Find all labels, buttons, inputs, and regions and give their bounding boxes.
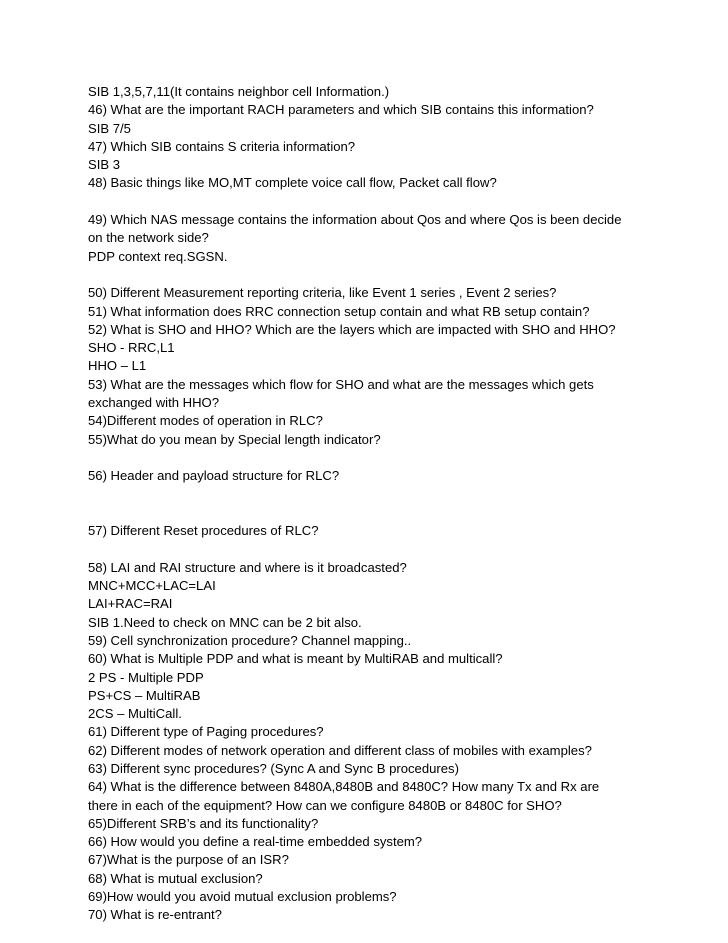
text-line: 64) What is the difference between 8480A,8480B and 8480C? How many Tx and Rx are bbox=[88, 779, 600, 795]
text-line: SIB 7/5 bbox=[88, 120, 131, 136]
text-line: MNC+MCC+LAC=LAI bbox=[88, 578, 216, 594]
text-line: 52) What is SHO and HHO? Which are the layers which are impacted with SHO and HHO? bbox=[88, 321, 616, 337]
text-line: 48) Basic things like MO,MT complete voice call flow, Packet call flow? bbox=[88, 175, 497, 191]
text-line: on the network side? bbox=[88, 230, 209, 246]
text-line: 49) Which NAS message contains the information about Qos and where Qos is been decide bbox=[88, 212, 622, 228]
blank-line bbox=[88, 504, 708, 522]
blank-line bbox=[88, 193, 708, 211]
text-line: 51) What information does RRC connection setup contain and what RB setup contain? bbox=[88, 303, 590, 319]
text-line: 2CS – MultiCall. bbox=[88, 706, 182, 722]
text-line: 66) How would you define a real-time embedded system? bbox=[88, 834, 423, 850]
text-line: 56) Header and payload structure for RLC? bbox=[88, 468, 340, 484]
text-line: 62) Different modes of network operation and different class of mobiles with examples? bbox=[88, 742, 592, 758]
text-line: 65)Different SRB’s and its functionality? bbox=[88, 815, 319, 831]
text-line: SIB 1,3,5,7,11(It contains neighbor cell Information.) bbox=[88, 84, 390, 99]
text-line: 46) What are the important RACH parameters and which SIB contains this information? bbox=[88, 102, 594, 118]
text-line: PDP context req.SGSN. bbox=[88, 248, 228, 264]
text-line: SIB 3 bbox=[88, 157, 121, 173]
text-line: 63) Different sync procedures? (Sync A and Sync B procedures) bbox=[88, 760, 459, 776]
text-line: 61) Different type of Paging procedures? bbox=[88, 724, 324, 740]
text-line: 53) What are the messages which flow for SHO and what are the messages which gets bbox=[88, 376, 594, 392]
text-line: 58) LAI and RAI structure and where is it broadcasted? bbox=[88, 559, 407, 575]
text-line: 70) What is re-entrant? bbox=[88, 907, 222, 923]
text-line: SHO - RRC,L1 bbox=[88, 340, 175, 356]
blank-line bbox=[88, 449, 708, 467]
text-line: 2 PS - Multiple PDP bbox=[88, 669, 204, 685]
text-line: PS+CS – MultiRAB bbox=[88, 687, 201, 703]
text-line: 69)How would you avoid mutual exclusion problems? bbox=[88, 889, 397, 905]
text-line: 54)Different modes of operation in RLC? bbox=[88, 413, 323, 429]
text-line: 60) What is Multiple PDP and what is meant by MultiRAB and multicall? bbox=[88, 651, 503, 667]
text-line: 50) Different Measurement reporting criteria, like Event 1 series , Event 2 series? bbox=[88, 285, 557, 301]
text-line: 57) Different Reset procedures of RLC? bbox=[88, 523, 319, 539]
text-line: SIB 1.Need to check on MNC can be 2 bit also. bbox=[88, 614, 362, 630]
blank-line bbox=[88, 486, 708, 504]
text-line: HHO – L1 bbox=[88, 358, 147, 374]
text-line: 67)What is the purpose of an ISR? bbox=[88, 852, 289, 868]
text-line: 68) What is mutual exclusion? bbox=[88, 870, 263, 886]
text-line: exchanged with HHO? bbox=[88, 395, 220, 411]
text-line: there in each of the equipment? How can we configure 8480B or 8480C for SHO? bbox=[88, 797, 562, 813]
document-text-body bbox=[88, 83, 708, 925]
text-line: 55)What do you mean by Special length indicator? bbox=[88, 431, 381, 447]
blank-line bbox=[88, 540, 708, 558]
text-line: LAI+RAC=RAI bbox=[88, 596, 173, 612]
text-line: 47) Which SIB contains S criteria information? bbox=[88, 138, 356, 154]
blank-line bbox=[88, 266, 708, 284]
text-line: 59) Cell synchronization procedure? Channel mapping.. bbox=[88, 632, 412, 648]
